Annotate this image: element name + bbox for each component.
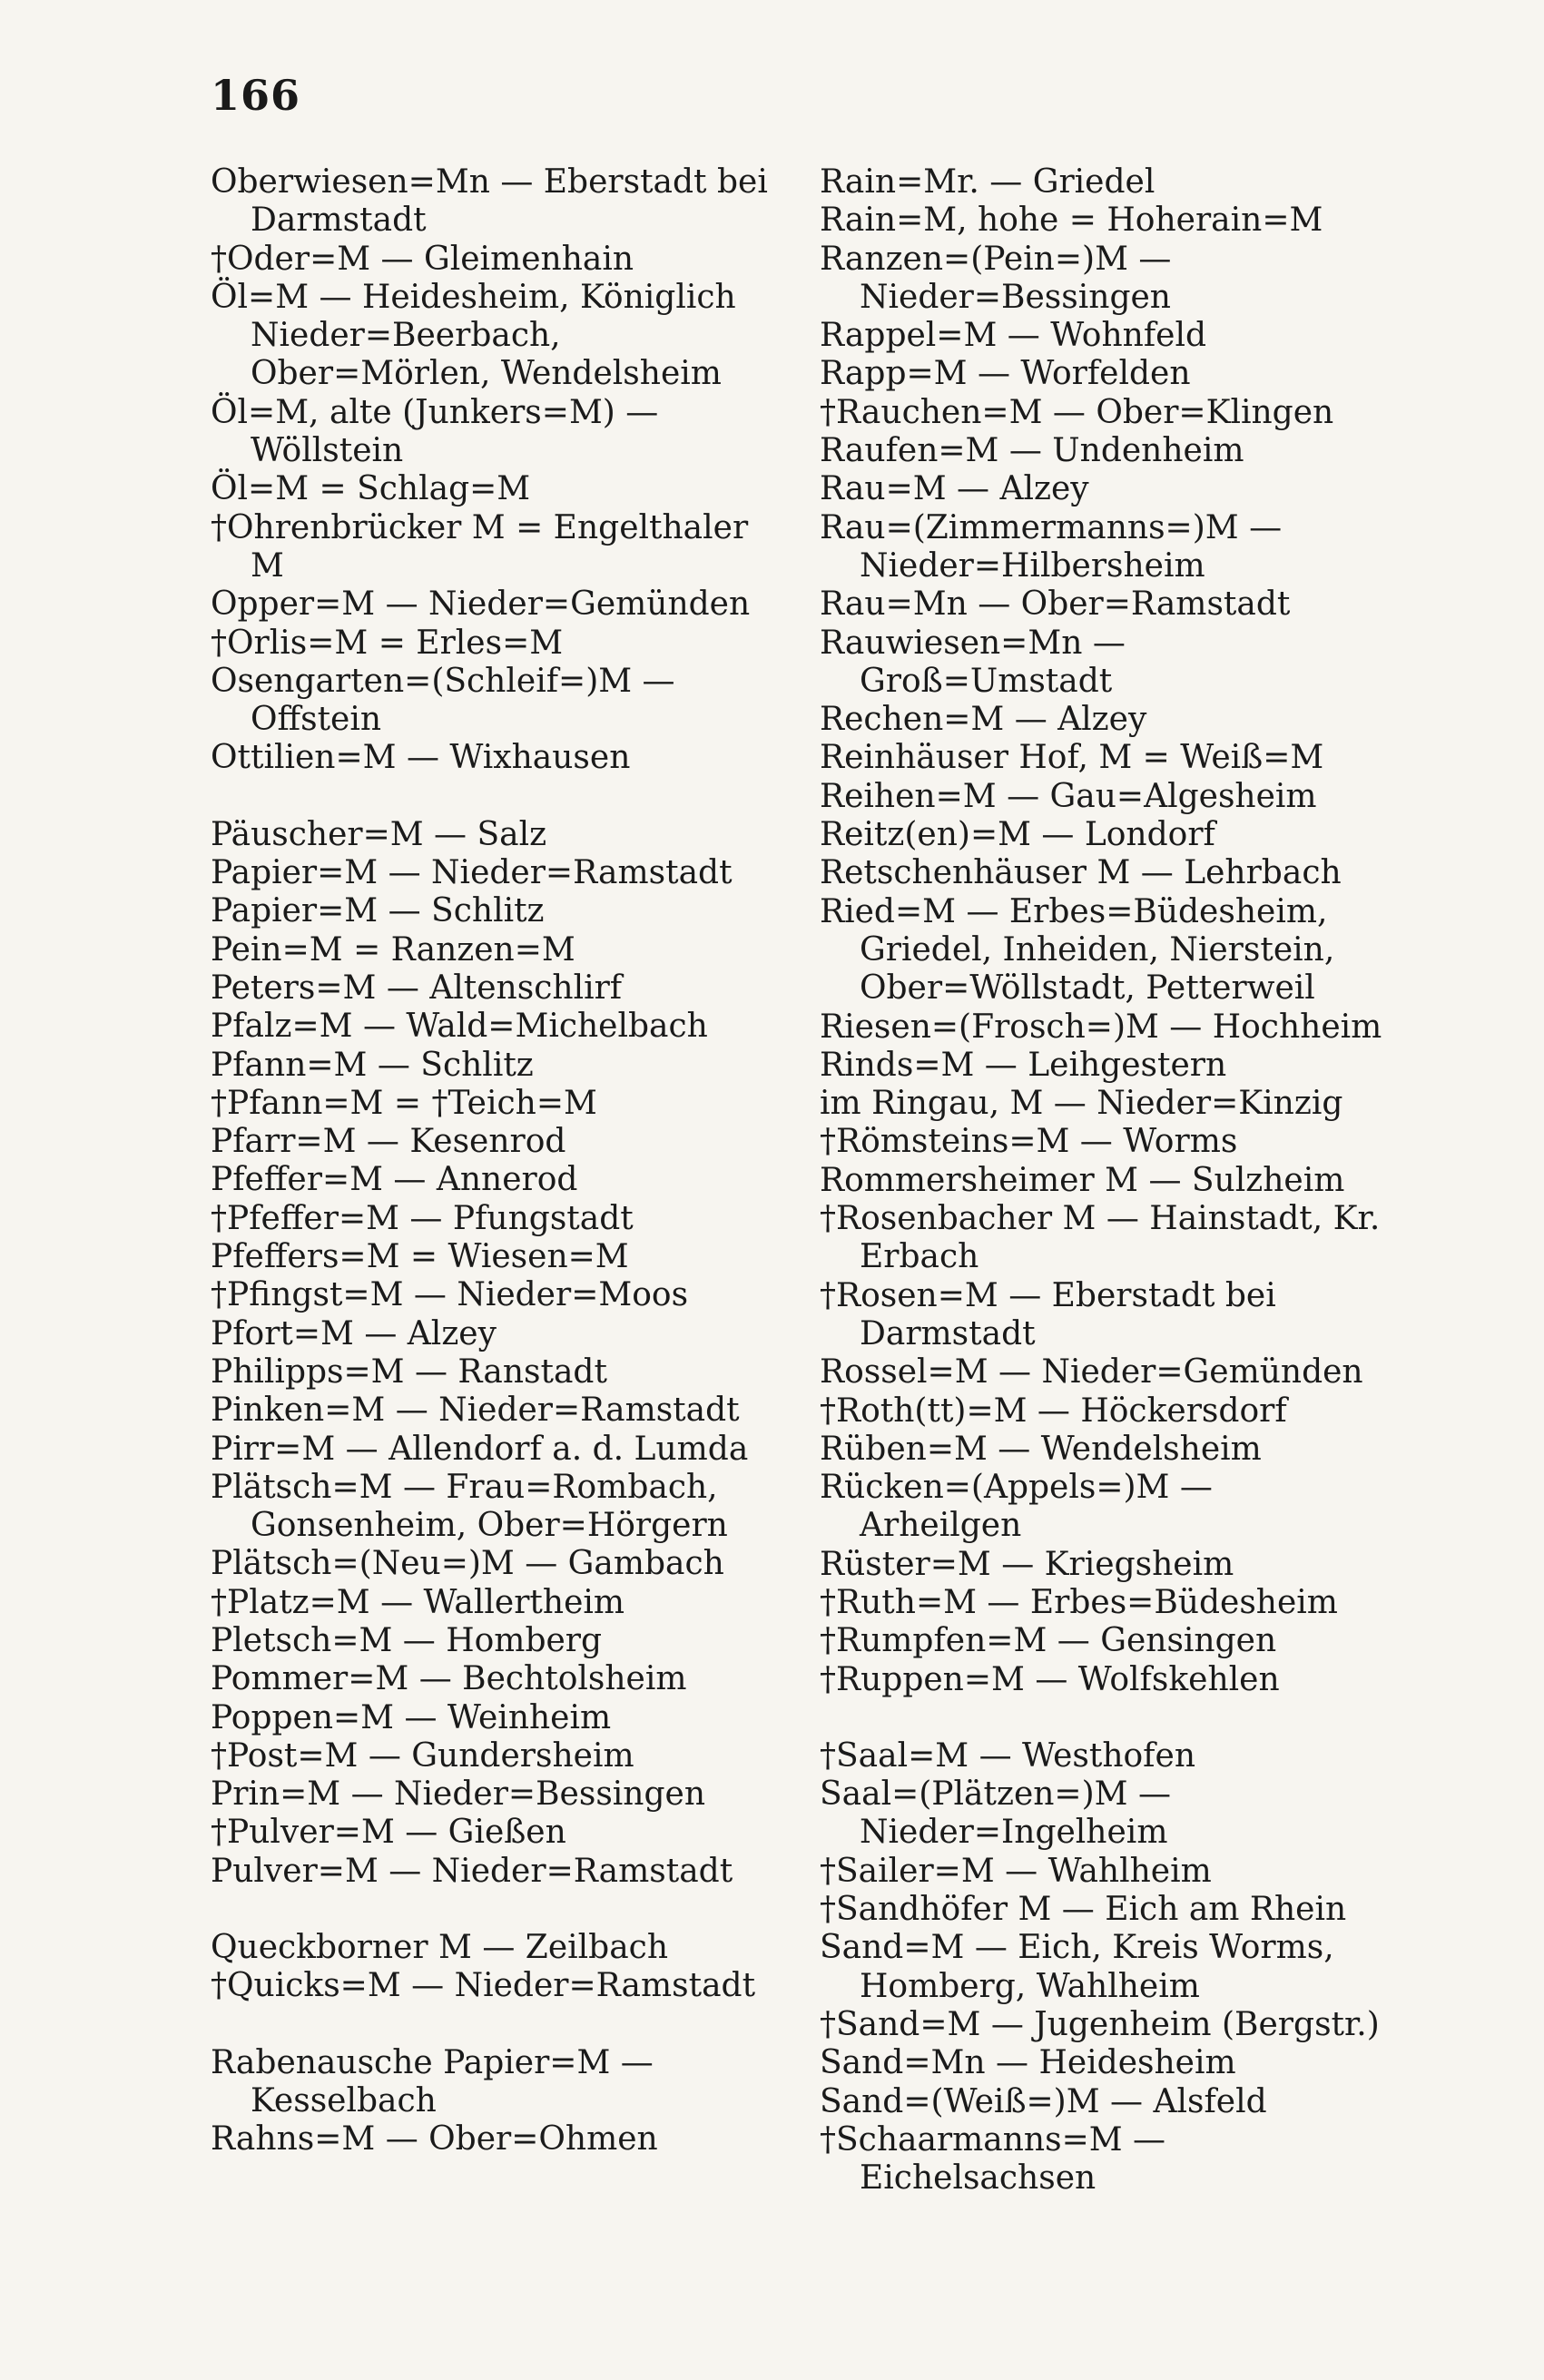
index-entry: Rau=M — Alzey (820, 470, 1089, 508)
index-entry: †Saal=M — Westhofen (820, 1736, 1195, 1775)
index-entry: †Orlis=M = Erles=M (211, 624, 564, 662)
index-entry: Rappel=M — Wohnfeld (820, 317, 1207, 355)
index-entry: Rau=Mn — Ober=Ramstadt (820, 585, 1291, 624)
index-entry: †Quicks=M — Nieder=Ramstadt (211, 1967, 756, 2005)
index-entry: Ranzen=(Pein=)M — Nieder=Bessingen (820, 240, 1172, 316)
index-entry: †Post=M — Gundersheim (211, 1736, 634, 1775)
index-entry: †Pfann=M = †Teich=M (211, 1084, 597, 1122)
index-entry: Rinds=M — Leihgestern (820, 1046, 1227, 1084)
index-entry: Papier=M — Nieder=Ramstadt (211, 854, 733, 892)
index-entry: †Sandhöfer M — Eich am Rhein (820, 1891, 1347, 1929)
index-entry: †Rumpfen=M — Gensingen (820, 1622, 1277, 1660)
index-entry: Riesen=(Frosch=)M — Hochheim (820, 1008, 1382, 1046)
index-entry: Plätsch=M — Frau=Rombach, Gonsenheim, Ober=Hörgern (211, 1468, 728, 1545)
index-entry: †Rosenbacher M — Hainstadt, Kr. Erbach (820, 1200, 1381, 1276)
index-entry: Pinken=M — Nieder=Ramstadt (211, 1392, 740, 1430)
index-entry: Rüben=M — Wendelsheim (820, 1430, 1262, 1468)
index-entry: Päuscher=M — Salz (211, 815, 547, 853)
index-entry: Rau=(Zimmermanns=)M — Nieder=Hilbersheim (820, 508, 1283, 585)
index-entry: †Sand=M — Jugenheim (Bergstr.) (820, 2005, 1380, 2043)
index-entry: †Ruppen=M — Wolfskehlen (820, 1660, 1280, 1698)
index-entry: Reihen=M — Gau=Algesheim (820, 777, 1317, 815)
index-entry: †Rosen=M — Eberstadt bei Darmstadt (820, 1276, 1276, 1352)
index-entry: Reitz(en)=M — Londorf (820, 816, 1215, 854)
index-entry: Pein=M = Ranzen=M (211, 930, 575, 969)
index-entry: Osengarten=(Schleif=)M — Offstein (211, 662, 675, 739)
index-entry: Rechen=M — Alzey (820, 701, 1147, 739)
index-entry: Raufen=M — Undenheim (820, 432, 1244, 470)
right-column (820, 163, 1382, 2198)
index-entry: Pulver=M — Nieder=Ramstadt (211, 1852, 733, 1890)
index-entry: Sand=Mn — Heidesheim (820, 2044, 1236, 2082)
index-entry: †Römsteins=M — Worms (820, 1123, 1238, 1161)
left-column (211, 163, 787, 2159)
index-entry: Pommer=M — Bechtolsheim (211, 1660, 687, 1698)
index-entry: Plätsch=(Neu=)M — Gambach (211, 1545, 724, 1583)
index-entry: Retschenhäuser M — Lehrbach (820, 854, 1342, 892)
index-entry: Rauwiesen=Mn — Groß=Umstadt (820, 624, 1126, 700)
index-entry: Pfann=M — Schlitz (211, 1046, 534, 1084)
section-gap (820, 1699, 1382, 1737)
index-entry: Pfort=M — Alzey (211, 1314, 497, 1352)
index-entry: Pfeffer=M — Annerod (211, 1161, 578, 1199)
index-entry: †Ruth=M — Erbes=Büdesheim (820, 1583, 1338, 1621)
index-entry: Prin=M — Nieder=Bessingen (211, 1775, 706, 1814)
index-entry: Papier=M — Schlitz (211, 892, 545, 930)
index-entry: Reinhäuser Hof, M = Weiß=M (820, 739, 1324, 777)
index-entry: Rommersheimer M — Sulzheim (820, 1161, 1345, 1199)
index-entry: im Ringau, M — Nieder=Kinzig (820, 1085, 1343, 1123)
index-entry: Pfeffers=M = Wiesen=M (211, 1238, 629, 1276)
index-entry: †Pfeffer=M — Pfungstadt (211, 1199, 634, 1237)
index-entry: Sand=(Weiß=)M — Alsfeld (820, 2082, 1267, 2120)
section-gap (211, 1891, 787, 1929)
index-entry: Pirr=M — Allendorf a. d. Lumda (211, 1430, 749, 1468)
index-entry: †Ohrenbrücker M = Engelthaler M (211, 508, 749, 585)
index-entry: †Platz=M — Wallertheim (211, 1583, 625, 1621)
index-entry: †Oder=M — Gleimenhain (211, 240, 634, 278)
index-entry: Ried=M — Erbes=Büdesheim, Griedel, Inheiden, Nierstein, Ober=Wöllstadt, Petterweil (820, 892, 1335, 1008)
index-entry: Rain=M, hohe = Hoherain=M (820, 202, 1323, 240)
index-entry: Peters=M — Altenschlirf (211, 969, 623, 1007)
index-entry: Queckborner M — Zeilbach (211, 1929, 668, 1967)
index-entry: Rain=Mr. — Griedel (820, 163, 1156, 201)
index-entry: Öl=M = Schlag=M (211, 470, 531, 508)
index-entry: Pfarr=M — Kesenrod (211, 1123, 566, 1161)
index-entry: Rahns=M — Ober=Ohmen (211, 2120, 658, 2159)
index-entry: Philipps=M — Ranstadt (211, 1352, 607, 1391)
index-entry: Öl=M, alte (Junkers=M) — Wöllstein (211, 393, 659, 470)
index-entry: †Sailer=M — Wahlheim (820, 1852, 1212, 1890)
index-entry: Rüster=M — Kriegsheim (820, 1545, 1234, 1583)
index-entry: Ottilien=M — Wixhausen (211, 739, 631, 777)
index-entry: Rapp=M — Worfelden (820, 355, 1191, 393)
index-entry: Sand=M — Eich, Kreis Worms, Homberg, Wahlheim (820, 1929, 1334, 2005)
page-number: 166 (211, 71, 301, 120)
index-entry: Pletsch=M — Homberg (211, 1621, 603, 1659)
index-entry: Opper=M — Nieder=Gemünden (211, 585, 751, 624)
index-entry: Rücken=(Appels=)M — Arheilgen (820, 1469, 1213, 1545)
index-entry: †Roth(tt)=M — Höckersdorf (820, 1392, 1287, 1430)
index-entry: †Pfingst=M — Nieder=Moos (211, 1276, 689, 1314)
index-entry: Saal=(Plätzen=)M — Nieder=Ingelheim (820, 1775, 1171, 1852)
index-entry: Oberwiesen=Mn — Eberstadt bei Darmstadt (211, 163, 768, 240)
index-entry: Rabenausche Papier=M — Kesselbach (211, 2043, 654, 2119)
section-gap (211, 778, 787, 816)
index-entry: Poppen=M — Weinheim (211, 1698, 612, 1736)
index-entry: Rossel=M — Nieder=Gemünden (820, 1353, 1363, 1392)
section-gap (211, 2006, 787, 2044)
index-entry: Öl=M — Heidesheim, Königlich Nieder=Beerbach, Ober=Mörlen, Wendelsheim (211, 278, 736, 393)
index-entry: †Schaarmanns=M — Eichelsachsen (820, 2120, 1166, 2198)
index-entry: †Rauchen=M — Ober=Klingen (820, 393, 1334, 431)
index-entry: †Pulver=M — Gießen (211, 1814, 566, 1852)
index-entry: Pfalz=M — Wald=Michelbach (211, 1008, 708, 1046)
